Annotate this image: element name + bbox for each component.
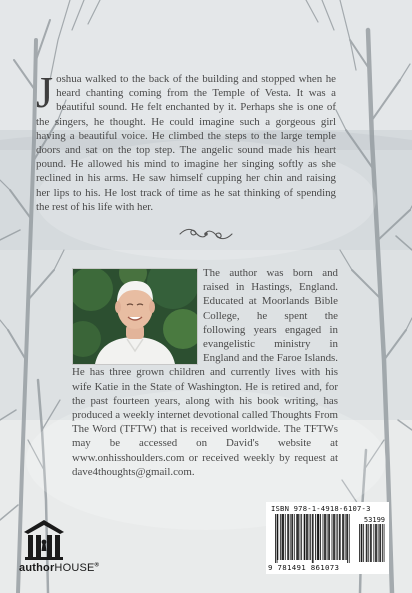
author-bio-text: The author was born and raised in Hastings, England. Educated at Moorlands Bible College, he spent the following years engaged in evangelistic ministry in England and the Faroe Islands. He has three grown children and currently lives with his wife Katie in the State of Washington. He is retired and, for the past fourteen years, along with his book writing, has produced a weekly internet devotional called Thoughts From The Word (TFTW) that is received worldwide. The TFTWs may be accessed on David's website at www.onhisshoulders.com or received weekly by request at dave4thoughts@gmail.com.: [72, 267, 338, 478]
registered-mark: ®: [94, 562, 100, 569]
isbn-text: ISBN 978-1-4918-6107-3: [271, 504, 371, 513]
publisher-name: [19, 562, 99, 574]
photo-spacer: [72, 266, 200, 363]
isbn-barcode-box: [266, 502, 389, 574]
ornament-divider-icon: [176, 225, 236, 243]
author-bio: [72, 266, 338, 479]
price-code: 53199: [363, 516, 385, 524]
barcode-graphic: [269, 514, 386, 564]
book-blurb: [36, 68, 336, 214]
publisher-name-bold: author: [19, 562, 55, 574]
blurb-dropcap: J: [36, 68, 54, 117]
blurb-text: oshua walked to the back of the building and stopped when he heard chanting coming from the Temple of Vesta. It was a beautiful sound. He felt enchanted by it. Perhaps she is one of the singers, he thought. He could imagine such a gorgeous girl having a beautiful voice. He climbed the steps to the large temple doors and sat on the top step. The angelic sound made his heart pound. He allowed his mind to imagine her singing softly as she reclined in his arms. He saw himself cupping her chin and raising her lips to his. He lost track of time as he sat thinking of spending the rest of his life with her.: [36, 73, 336, 213]
ean-digits: 9 781491 861073: [268, 563, 340, 572]
publisher-name-light: HOUSE: [54, 562, 95, 574]
